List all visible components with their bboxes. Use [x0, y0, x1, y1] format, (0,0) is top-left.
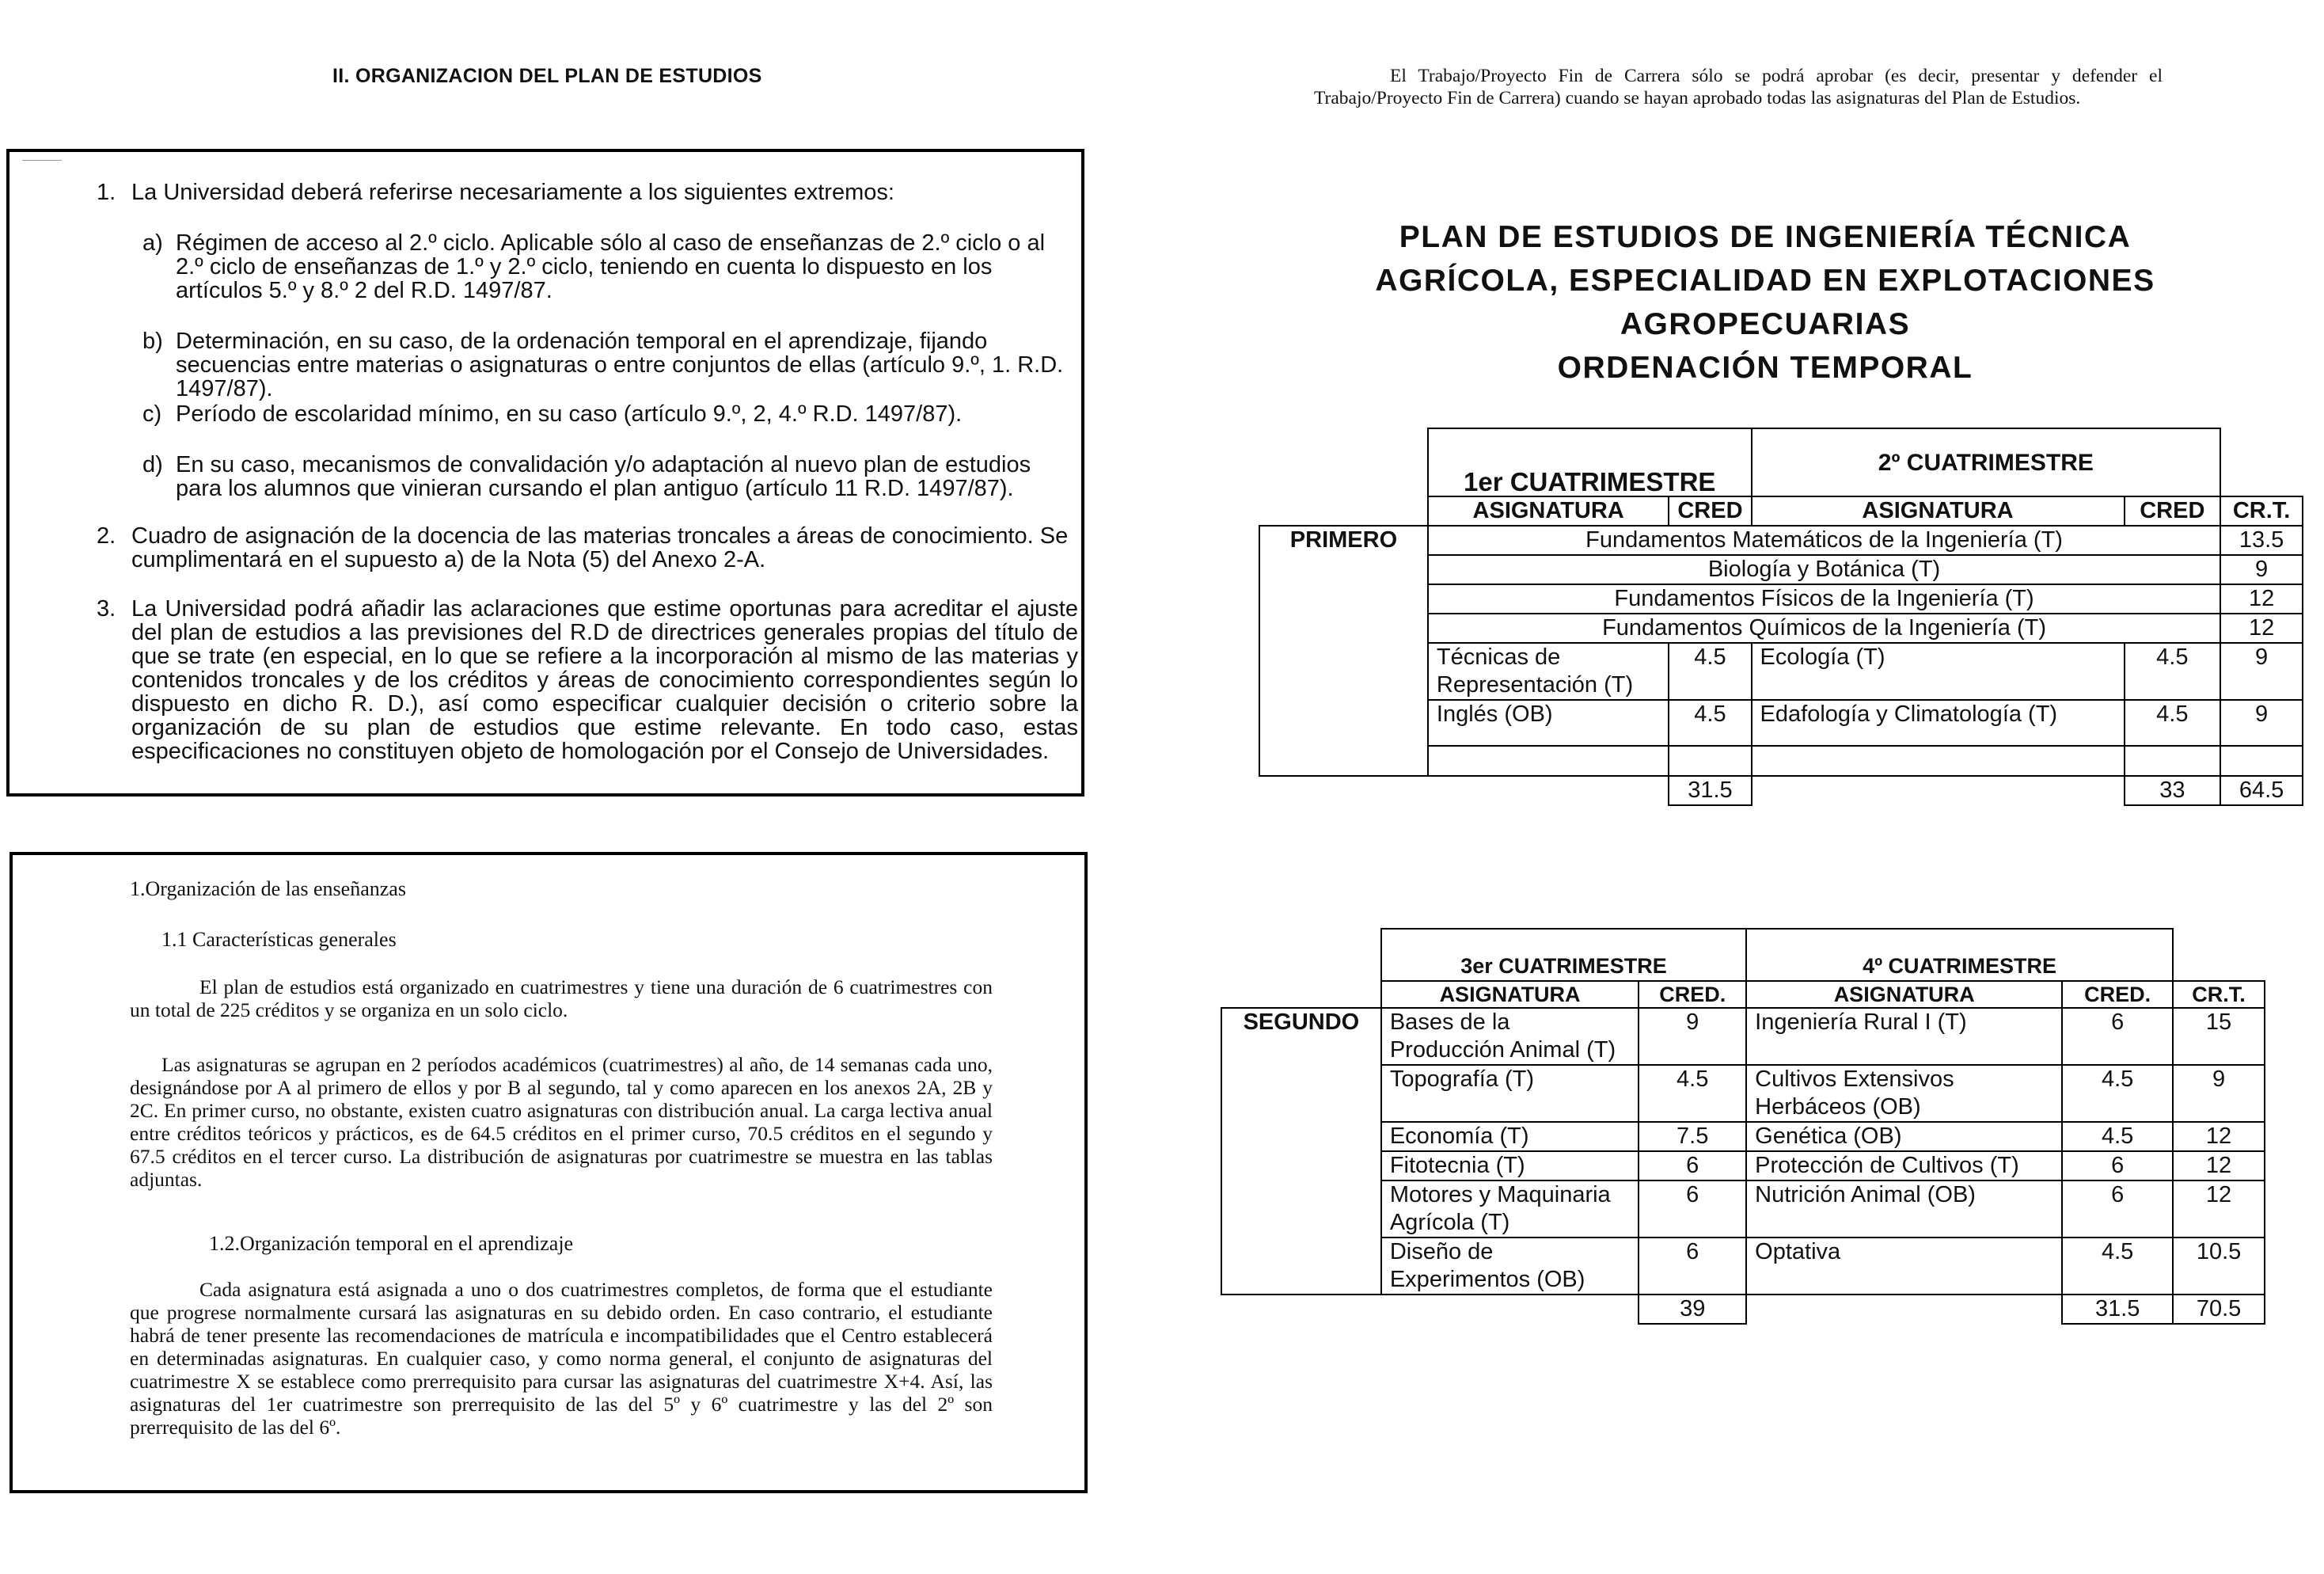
instruction-3: 3. La Universidad podrá añadir las aclaraciones que estime oportunas para acreditar el ajuste del plan de estudios a las previsiones del R.D de directrices generales propias del título de que se trate (en especial, en lo que se refiere a la incorporación al mismo de las materias y contenidos troncales y de los créditos y áreas de conocimiento correspondientes según lo dispuesto en dicho R. D.), así como especificar cualquier decisión o criterio sobre la organización de su plan de estudios que estime relevante. En todo caso, estas especificaciones no constituyen objeto de homologación por el Consejo de Universidades.: [97, 596, 1078, 764]
year-label: PRIMERO: [1259, 526, 1428, 776]
credit-q4: 6: [2062, 1008, 2173, 1065]
subject-q3: Diseño de Experimentos (OB): [1381, 1238, 1639, 1295]
credit-q3: 6: [1639, 1180, 1746, 1238]
total-year: 70.5: [2173, 1295, 2265, 1324]
annual-subject: Fundamentos Matemáticos de la Ingeniería (T): [1428, 526, 2220, 555]
section-title: II. ORGANIZACION DEL PLAN DE ESTUDIOS: [332, 65, 762, 87]
credit-q3: 4.5: [1639, 1065, 1746, 1122]
subject-q2: Edafología y Climatología (T): [1752, 700, 2125, 746]
credit-q3: 6: [1639, 1151, 1746, 1180]
credit-q4: 6: [2062, 1151, 2173, 1180]
annual-subject: Biología y Botánica (T): [1428, 555, 2220, 584]
subject-q1: Inglés (OB): [1428, 700, 1669, 746]
intro-paragraph: El Trabajo/Proyecto Fin de Carrera sólo se podrá aprobar (es decir, presentar y defender el Trabajo/Proyecto Fin de Carrera) cuando se hayan aprobado todas las asignaturas del Plan de Estudios.: [1314, 66, 2163, 108]
credit-total: 10.5: [2173, 1238, 2265, 1295]
col-cred: CRED: [2125, 496, 2221, 526]
subject-q3: Topografía (T): [1381, 1065, 1639, 1122]
col-asignatura: ASIGNATURA: [1752, 496, 2125, 526]
plan-title-line: AGRÍCOLA, ESPECIALIDAD EN EXPLOTACIONES: [1375, 264, 2155, 298]
total-q1: 31.5: [1669, 776, 1751, 805]
paragraph-asignaturas: Las asignaturas se agrupan en 2 períodos académicos (cuatrimestres) al año, de 14 semanas cada uno, designándose por A al primero de ellos y por B al segundo, tal y como aparecen en los anexos 2A, 2B y 2C. En primer curso, no obstante, existen cuatro asignaturas con distribución anual. La carga lectiva anual entre créditos teóricos y prácticos, es de 64.5 créditos en el primer curso, 70.5 créditos en el segundo y 67.5 créditos en el tercer curso. La distribución de asignaturas por cuatrimestre se muestra en las tablas adjuntas.: [130, 1053, 993, 1191]
credit-q4: 4.5: [2062, 1238, 2173, 1295]
credit-q3: 7.5: [1639, 1122, 1746, 1151]
credit-q1: 4.5: [1669, 643, 1751, 700]
subject-q4: Protección de Cultivos (T): [1746, 1151, 2062, 1180]
subject-q3: Bases de la Producción Animal (T): [1381, 1008, 1639, 1065]
heading-caracteristicas: 1.1 Características generales: [161, 928, 397, 951]
total-q3: 39: [1639, 1295, 1746, 1324]
header-q2: 2º CUATRIMESTRE: [1752, 428, 2221, 496]
paragraph-plan: El plan de estudios está organizado en cuatrimestres y tiene una duración de 6 cuatrimestres con un total de 225 créditos y se organiza en un solo ciclo.: [130, 975, 993, 1021]
annual-subject: Fundamentos Físicos de la Ingeniería (T): [1428, 584, 2220, 614]
paragraph-prerrequisitos: Cada asignatura está asignada a uno o dos cuatrimestres completos, de forma que el estudiante que progrese normalmente cursará las asignaturas en su debido orden. En caso contrario, el estudiante habrá de tener presente las recomendaciones de matrícula e incompatibilidades que el Centro establecerá en determinadas asignaturas. En cualquier caso, y como norma general, el conjunto de asignaturas del cuatrimestre X se establece como prerrequisito para cursar las asignaturas del cuatrimestre X+4. Así, las asignaturas del 1er cuatrimestre son prerrequisito de las del 5º y 6º cuatrimestre y las del 2º son prerrequisito de las del 6º.: [130, 1278, 993, 1439]
credit-total: 12: [2173, 1122, 2265, 1151]
credit-q2: 4.5: [2125, 700, 2221, 746]
col-asignatura: ASIGNATURA: [1428, 496, 1669, 526]
plan-title: [1266, 215, 2264, 390]
year-label: SEGUNDO: [1221, 1008, 1381, 1295]
subject-q4: Genética (OB): [1746, 1122, 2062, 1151]
col-crt: CR.T.: [2220, 496, 2303, 526]
subject-q3: Fitotecnia (T): [1381, 1151, 1639, 1180]
subject-q1: Técnicas de Representación (T): [1428, 643, 1669, 700]
plan-title-line: PLAN DE ESTUDIOS DE INGENIERÍA TÉCNICA: [1399, 220, 2132, 254]
col-crt: CR.T.: [2173, 981, 2265, 1008]
col-asignatura: ASIGNATURA: [1381, 981, 1639, 1008]
credit-total: 13.5: [2220, 526, 2303, 555]
table-primero: [1259, 428, 2303, 806]
col-cred: CRED.: [2062, 981, 2173, 1008]
subject-q3: Economía (T): [1381, 1122, 1639, 1151]
credit-q3: 6: [1639, 1238, 1746, 1295]
credit-total: 9: [2173, 1065, 2265, 1122]
credit-q4: 4.5: [2062, 1122, 2173, 1151]
subject-q4: Nutrición Animal (OB): [1746, 1180, 2062, 1238]
credit-total: 12: [2173, 1151, 2265, 1180]
credit-q2: 4.5: [2125, 643, 2221, 700]
header-q3: 3er CUATRIMESTRE: [1381, 929, 1746, 981]
heading-organizacion: 1.Organización de las enseñanzas: [130, 877, 406, 900]
col-cred: CRED: [1669, 496, 1751, 526]
col-cred: CRED.: [1639, 981, 1746, 1008]
annual-subject: Fundamentos Químicos de la Ingeniería (T): [1428, 614, 2220, 643]
subject-q3: Motores y Maquinaria Agrícola (T): [1381, 1180, 1639, 1238]
divider: [22, 160, 62, 161]
credit-total: 12: [2220, 614, 2303, 643]
col-asignatura: ASIGNATURA: [1746, 981, 2062, 1008]
subject-q4: Optativa: [1746, 1238, 2062, 1295]
instruction-1a: a) Régimen de acceso al 2.º ciclo. Aplicable sólo al caso de enseñanzas de 2.º ciclo o al 2.º ciclo de enseñanzas de 1.º y 2.º ciclo, teniendo en cuenta lo dispuesto en los artículos 5.º y 8.º 2 del R.D. 1497/87.: [142, 230, 1046, 303]
subject-q4: Ingeniería Rural I (T): [1746, 1008, 2062, 1065]
total-q4: 31.5: [2062, 1295, 2173, 1324]
instruction-1b: b) Determinación, en su caso, de la ordenación temporal en el aprendizaje, fijando secuencias entre materias o asignaturas o entre conjuntos de ellas (artículo 9.º, 1. R.D. 1497/87).: [142, 329, 1064, 401]
header-q4: 4º CUATRIMESTRE: [1746, 929, 2173, 981]
credit-total: 9: [2220, 643, 2303, 700]
instruction-1c: c) Período de escolaridad mínimo, en su caso (artículo 9.º, 2, 4.º R.D. 1497/87).: [142, 401, 963, 427]
header-q1: 1er CUATRIMESTRE: [1428, 428, 1752, 496]
credit-q1: 4.5: [1669, 700, 1751, 746]
credit-total: 12: [2220, 584, 2303, 614]
credit-total: 12: [2173, 1180, 2265, 1238]
credit-total: 9: [2220, 700, 2303, 746]
credit-total: 9: [2220, 555, 2303, 584]
credit-q4: 6: [2062, 1180, 2173, 1238]
instruction-2: 2. Cuadro de asignación de la docencia de las materias troncales a áreas de conocimiento. Se cumplimentará en el supuesto a) de la Nota (5) del Anexo 2-A.: [97, 523, 1069, 572]
total-q2: 33: [2125, 776, 2221, 805]
instruction-1d: d) En su caso, mecanismos de convalidación y/o adaptación al nuevo plan de estudios para los alumnos que vinieran cursando el plan antiguo (artículo 11 R.D. 1497/87).: [142, 452, 1031, 501]
heading-organizacion-temporal: 1.2.Organización temporal en el aprendizaje: [209, 1232, 574, 1255]
organization-box: [9, 852, 1088, 1493]
credit-total: 15: [2173, 1008, 2265, 1065]
credit-q3: 9: [1639, 1008, 1746, 1065]
total-year: 64.5: [2220, 776, 2303, 805]
subject-q4: Cultivos Extensivos Herbáceos (OB): [1746, 1065, 2062, 1122]
credit-q4: 4.5: [2062, 1065, 2173, 1122]
subject-q2: Ecología (T): [1752, 643, 2125, 700]
plan-title-line: AGROPECUARIAS: [1620, 307, 1911, 341]
table-segundo: [1221, 928, 2265, 1325]
instructions-box: 1. La Universidad deberá referirse necesariamente a los siguientes extremos: a) Régimen de acceso al 2.º ciclo. Aplicable sólo al caso de enseñanzas de 2.º ciclo o al 2.º ciclo de enseñanzas de 1.º y 2.º ciclo, teniendo en cuenta lo dispuesto en los artículos 5.º y 8.º 2 del R.D. 1497/87. b) Determinación, en su caso, de la ordenación temporal en el aprendizaje, fijando secuencias entre materias o asignaturas o entre conjuntos de ellas (artículo 9.º, 1. R.D. 1497/87). c) Período de escolaridad mínimo, en su caso (artículo 9.º, 2, 4.º R.D. 1497/87). d) En su caso, mecanismos de convalidación y/o adaptación al nuevo plan de estudios para los alumnos que vinieran cursando el plan antiguo (artículo 11 R.D. 1497/87). 2. Cuadro de asignación de la docencia de las materias troncales a áreas de conocimiento. Se cumplimentará en el supuesto a) de la Nota (5) del Anexo 2-A. 3. La Universidad podrá añadir las aclaraciones que estime oportunas para acreditar el ajuste del plan de estudios a las previsiones del R.D de directrices generales propias del título de que se trate (en especial, en lo que se refiere a la incorporación al mismo de las materias y contenidos troncales y de los créditos y áreas de conocimiento correspondientes según lo dispuesto en dicho R. D.), así como especificar cualquier decisión o criterio sobre la organización de su plan de estudios que estime relevante. En todo caso, estas especificaciones no constituyen objeto de homologación por el Consejo de Universidades.: [6, 149, 1084, 797]
table-row: [1221, 1008, 2265, 1065]
plan-title-line: ORDENACIÓN TEMPORAL: [1557, 351, 1973, 385]
